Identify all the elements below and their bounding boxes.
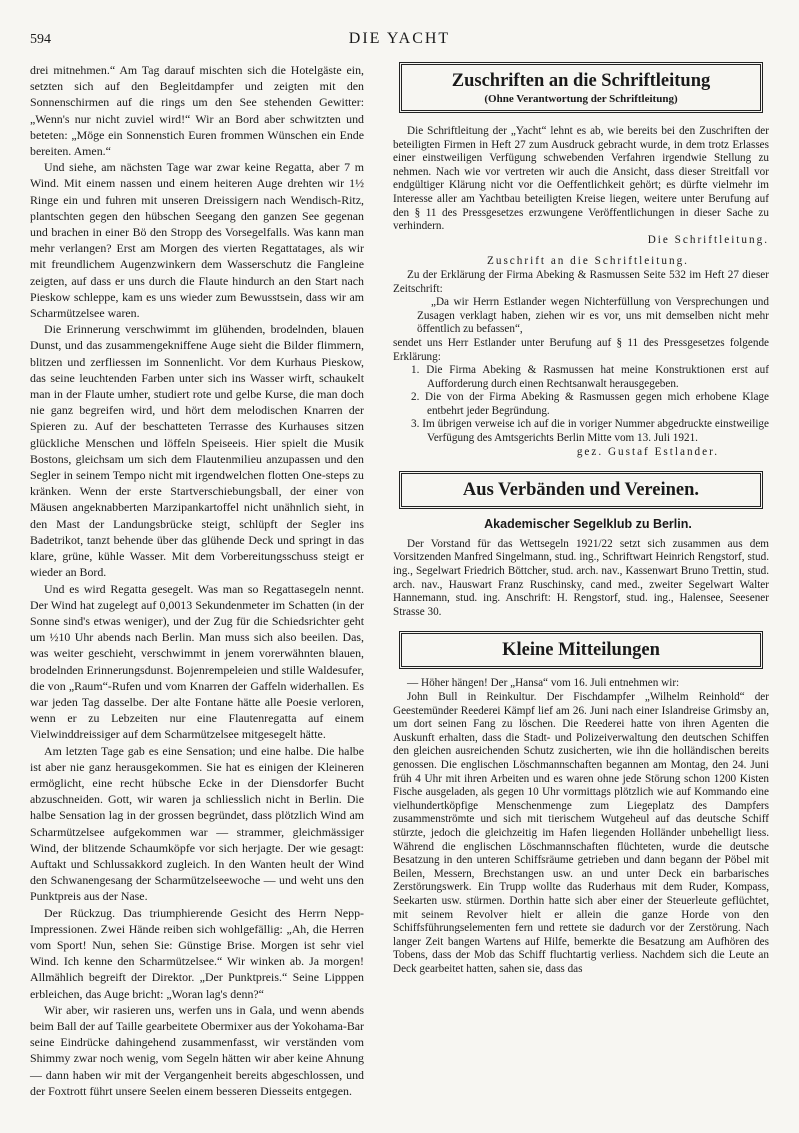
section-title: Aus Verbänden und Vereinen.: [462, 480, 700, 501]
section-title: Zuschriften an die Schriftleitung: [451, 71, 711, 91]
list-item: 2. Die von der Firma Abeking & Rasmussen gegen mich erhobene Klage entbehrt jeder Begründung.: [411, 391, 769, 417]
running-title: DIE YACHT: [348, 30, 451, 47]
page-header: [0, 30, 799, 52]
letter-sent: sendet uns Herr Estlander unter Berufung auf § 11 des Pressgesetzes folgende Erklärung:: [393, 336, 769, 363]
page-number: 594: [30, 32, 51, 47]
left-column: [30, 62, 364, 1099]
paragraph: Und siehe, am nächsten Tage war zwar keine Regatta, aber 7 m Wind. Mit einem nassen und einem heiteren Auge drehten wir 1½ Ringe ein und fuhren mit unseren Dreissigern nach Wendisch-Ritz, plantschten gegen den hübschen Seegang den ganzen See gegenan und brachen in einer Bö den Stropp des Vorsegelfalls. Was kann man mehr verlangen? Erst am Morgen des vierten Regattatages, als wir mit freundlichem Augenzwinkern dem Wasserschutz die Fangleine zeigten, auf dass er uns durch die Flaute hindurch an den Start nach Pieskow schleppe, kam es uns wieder zum Bewusstsein, dass wir am Scharmützelsee waren.: [30, 160, 364, 321]
editorial-signature: Die Schriftleitung.: [647, 233, 769, 246]
section-header-mitteilungen: [399, 631, 763, 669]
letter-quote: „Da wir Herrn Estlander wegen Nichterfüllung von Versprechungen und Zusagen verklagt haben, ziehen wir es vor, uns mit demselben nicht mehr öffentlich zu befassen“,: [417, 296, 769, 336]
paragraph: drei mitnehmen.“ Am Tag darauf mischten sich die Hotelgäste ein, setzten sich auf den Begleitdampfer und zeigten mit den Sonnenschirmen auf die rings um den See stehenden Gewitter: „Wenn's nur nicht zuviel wird!“ Wir an Bord aber schwitzten und beteten: „Möge ein Sonnenstich Euren frommen Wünschen ein Ende bereiten. Amen.“: [30, 63, 364, 159]
paragraph: Am letzten Tage gab es eine Sensation; und eine halbe. Die halbe ist aber nie ganz herausgekommen. Sie hat es einigen der Kleineren ermöglicht, eine recht hübsche Ecke in der Diensdorfer Bucht abzuschneiden. Gott, wir waren ja schliesslich nicht in Berlin. Die halbe Sensation lag in der grossen begründet, dass plötzlich Wind am Scharmützelsee aufgekommen war — strammer, gleichmässiger Wind, der blitzende Schaumköpfe vor sich herjagte. Der wie gesagt: Auftakt und Schlussakkord zugleich. In den Wanten heult der Wind den Schwanengesang der Scharmützelseewoche — und weht uns den Punktpreis aus der Nase.: [30, 743, 364, 904]
club-notice: Der Vorstand für das Wettsegeln 1921/22 setzt sich zusammen aus dem Vorsitzenden Manfred Singelmann, stud. ing., Schriftwart Heinrich Rengstorf, stud. ing., Segelwart Friedrich Böttcher, stud. arch. nav., Kassenwart Bruno Trettin, stud. arch. nav., Hauswart Franz Ruschinsky, cand med., zweiter Segelwart Walter Hannemann, stud. ing. Anschrift: H. Rengstorf, stud. ing., Halensee, Seesener Strasse 30.: [393, 537, 769, 618]
news-text: John Bull in Reinkultur. Der Fischdampfer „Wilhelm Reinhold“ der Geestemünder Reederei Kämpf lief am 26. Juni nach einer Islandreise Grimsby an, um dort seinen Fang zu löschen. Die Reederei hatte von ihren Agenten die Auskunft erhalten, dass die Stadt- und Polizeiverwaltung den deutschen Schiffen den gleichen ausreichenden Schutz zusicherten, wie ihn die holländischen bereits genossen. Die englischen Löschmannschaften begannen am Montag, den 24. Juni früh 4 Uhr mit ihren Arbeiten und es waren ohne jede Störung schon 1200 Kisten Fische ausgeladen, als gegen 10 Uhr vormittags plötzlich wie auf Kommando eine vielhundertköpfige Menschenmenge zum Liegeplatz des Dampfers zusammenströmte und sich mit tierischem Wutgeheul auf das deutsche Schiff stürzte, jedoch die gleichzeitig im Hafen liegenden Holländer unbehelligt liess. Während die englischen Löschmannschaften flüchteten, wurde die deutsche Besatzung in den unteren Schiffsräume getrieben und dann begann der Pöbel mit Beilen, Messern, Brechstangen usw. an und unter Deck ein barbarisches Zerstörungswerk. Ein Trupp wollte das Ruderhaus mit dem Ruder, Kompass, Seekarten usw. stürmen. Dorthin hatte sich aber einer der Steuerleute geflüchtet, mit seinem Revolver hielt er allein die ganze Horde von den Schiffsführungselementen fern und rettete sie dadurch vor der Zerstörung. Nach langer Zeit bangen Wartens auf Hilfe, bemerkte die Besatzung am Aufhören des Tobens, dass der Mob das Schiff fluchtartig verliess. Nachdem sich die Leute an Deck gearbeitet hatten, sahen sie, dass das: [393, 691, 769, 975]
section-subtitle: (Ohne Verantwortung der Schriftleitung): [484, 93, 678, 105]
list-item: 1. Die Firma Abeking & Rasmussen hat meine Konstruktionen erst auf Aufforderung durch einen Rechtsanwalt herausgegeben.: [411, 364, 769, 390]
letter-heading: Zuschrift an die Schriftleitung.: [487, 255, 689, 268]
paragraph: Wir aber, wir rasieren uns, werfen uns in Gala, und wenn abends beim Ball der auf Taille gearbeitete Obermixer aus der Yokohama-Bar seine Eindrücke dahingehend zusammenfasst, wir verständen vom Shimmy zwar noch wenig, vom Segeln hätten wir aber keine Ahnung — dann haben wir mit der Vergangenheit bereits abgeschlossen, und der Foxtrott führt unsere Seelen einem besseren Diesseits entgegen.: [30, 1002, 364, 1098]
news-intro: — Höher hängen! Der „Hansa“ vom 16. Juli entnehmen wir:: [407, 677, 680, 690]
club-heading: Akademischer Segelklub zu Berlin.: [484, 517, 692, 532]
paragraph: Die Erinnerung verschwimmt im glühenden, brodelnden, blauen Dunst, und das zusammengekniffene Auge sieht die Bilder flimmern, blitzen und zerfliessen im Sonnenlicht. Vor dem Kurhaus Pieskow, das seine leuchtenden Farben unter sich ins Wasser wirft, schaukelt man in der Flaute umher, studiert rote und gelbe Kurse, die man doch nie ganz begreifen wird, und hört dem melodischen Knarren der Spieren zu. Auf der beschatteten Terrasse des Kurhauses sitzen glückliche Menschen und löffeln Speiseeis. Hier spielt die Musik Bostons, gleichsam um sich dem Flautenmilieu anzupassen und den Segler in seinem Tempo nicht mit irgendwelchen flotten One-steps zu kränken. Wenn der erste Startverschiebungsball, der einer von Mäusen angeknabberten Marzipankartoffel nicht unähnlich sieht, in den Mast der Landungsbrücke steigt, schlüpft der Segler ins Badetrikot, tanzt behende über das glühende Deck und springt in das klare, grüne, kühle Wasser. Mit dem Vorbereitungsschuss steigt er wieder an Bord.: [30, 322, 364, 580]
section-header-verbaende: [399, 471, 763, 509]
paragraph: Der Rückzug. Das triumphierende Gesicht des Herrn Nepp-Impressionen. Zwei Hände reiben sich wohlgefällig: „Ah, die Herren vom Sport! Nun, sehen Sie: Günstige Brise. Morgen ist sehr viel Wind. Ich kenne den Scharmützelsee.“ Wir winken ab. Ja morgen! Allmählich begreift der Direktor. „Der Punktpreis.“ Seine Lipppen erbleichen, das Auge bricht: „Woran lag's denn?“: [30, 905, 364, 1001]
list-item: 3. Im übrigen verweise ich auf die in voriger Nummer abgedruckte einstweilige Verfügung des Amtsgerichts Berlin Mitte vom 13. Juli 1921.: [411, 418, 769, 445]
letter-intro: Zu der Erklärung der Firma Abeking & Rasmussen Seite 532 im Heft 27 dieser Zeitschrift:: [393, 268, 769, 295]
section-header-zuschriften: [399, 62, 763, 113]
editorial-note: Die Schriftleitung der „Yacht“ lehnt es ab, wie bereits bei den Zuschriften der beteiligten Firmen in Heft 27 zum Ausdruck gebracht wurde, in dem trotz Erlasses einer einstweiligen Verfügung schwebenden Verfahren irgendwie Stellung zu nehmen. Nach wie vor vertreten wir auch die Ansicht, dass dieser Streitfall vor endgültiger Klärung nicht vor die Oeffentlichkeit gehört; es dürfte vielmehr im Interesse aller am Yachtbau beteiligten Kreise liegen, weitere unter Berufung auf den § 11 des Pressgesetzes erzwungene Veröffentlichungen in dieser Sache zu verhindern.: [393, 125, 769, 233]
paragraph: Und es wird Regatta gesegelt. Was man so Regattasegeln nennt. Der Wind hat zugelegt auf 0,0013 Sekundenmeter im Schatten (in der Sonne sind's etwas weniger), und der Zug für die Schiedsrichter geht um ½10 Uhr abends nach Berlin. Man muss sich also beeilen. Das, was weiter geschieht, verschwimmt in jenem vorerwähnten blauen, brodelnden Erinnerungsdunst. Bojenrempeleien und stille Waldesufer, die von „Raum“-Rufen und vom Knarren der Gaffeln widerhallen. Es war jeden Tag dasselbe. Der alte Fontane hätte alle Poesie verloren, wenn er zu Lebzeiten nur eine Flautenregatta auf einem Vielwinddreissiger auf dem Scharmützelsee mitgesegelt hätte.: [30, 581, 364, 742]
letter-signature: gez. Gustaf Estlander.: [576, 445, 719, 458]
right-column: [393, 62, 769, 976]
section-title: Kleine Mitteilungen: [502, 640, 660, 661]
